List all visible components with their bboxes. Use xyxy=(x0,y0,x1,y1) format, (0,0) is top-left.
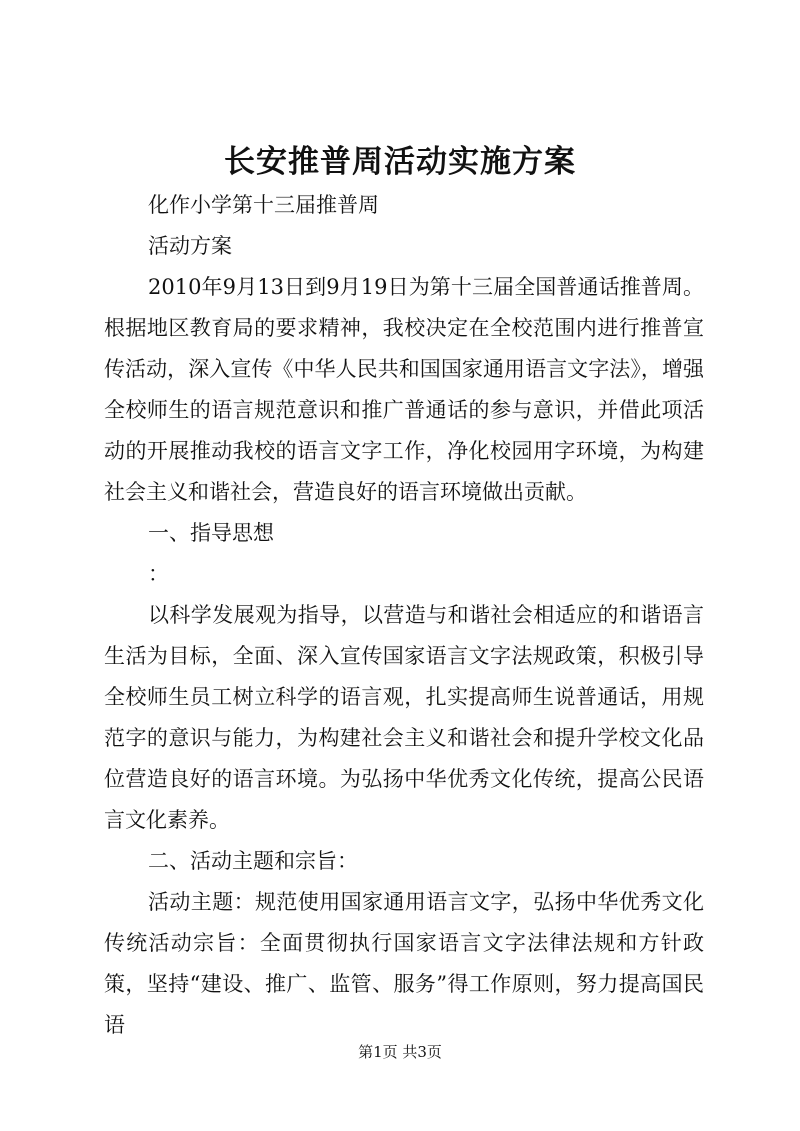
document-title: 长安推普周活动实施方案 xyxy=(224,144,576,180)
paragraph-school-name: 化作小学第十三届推普周 xyxy=(148,193,379,217)
section-heading-theme-purpose: 二、活动主题和宗旨： xyxy=(148,849,358,873)
section-heading-guiding-ideology: 一、指导思想 xyxy=(148,521,274,545)
document-body xyxy=(104,185,704,1046)
paragraph-intro: 2010年9月13日到9月19日为第十三届全国普通话推普周。根据地区教育局的要求精神，我校决定在全校范围内进行推普宣传活动，深入宣传《中华人民共和国国家通用语言文字法》，增强全校师生的语言规范意识和推广普通话的参与意识，并借此项活动的开展推动我校的语言文字工作，净化校园用字环境，为构建社会主义和谐社会，营造良好的语言环境做出贡献。 xyxy=(104,275,704,504)
paragraph-theme-purpose: 活动主题：规范使用国家通用语言文字，弘扬中华优秀文化传统活动宗旨：全面贯彻执行国家语言文字法律法规和方针政策，坚持“建设、推广、监管、服务”得工作原则，努力提高国民语 xyxy=(104,890,704,1037)
paragraph-colon: ： xyxy=(148,562,169,586)
paragraph-guiding-ideology: 以科学发展观为指导，以营造与和谐社会相适应的和谐语言生活为目标，全面、深入宣传国家语言文字法规政策，积极引导全校师生员工树立科学的语言观，扎实提高师生说普通话，用规范字的意识与能力，为构建社会主义和谐社会和提升学校文化品位营造良好的语言环境。为弘扬中华优秀文化传统，提高公民语言文化素养。 xyxy=(104,603,704,832)
paragraph-plan-label: 活动方案 xyxy=(148,234,232,258)
page-footer: 第1页 共3页 xyxy=(358,1043,442,1061)
